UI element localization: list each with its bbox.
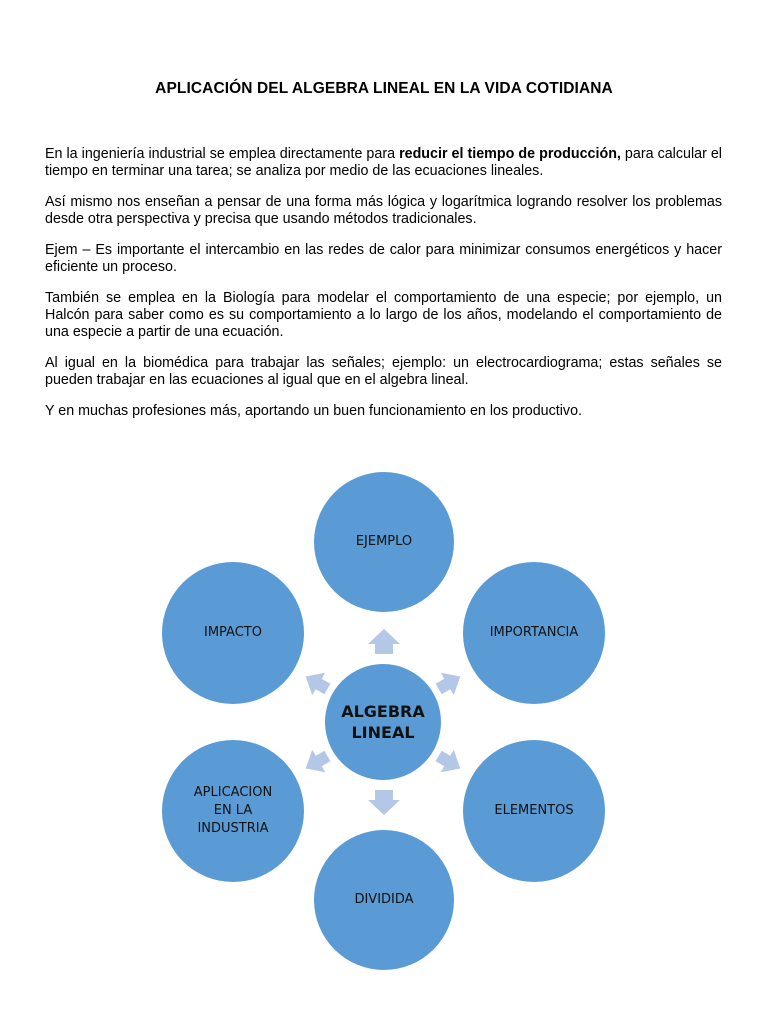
paragraph-professions: Y en muchas profesiones más, aportando un buen funcionamiento en los productivo. bbox=[45, 403, 583, 419]
paragraph-1-bold: reducir el tiempo de producción, bbox=[399, 146, 621, 162]
node-importancia bbox=[463, 562, 605, 704]
node-aplicacion-industria bbox=[162, 740, 304, 882]
node-center-algebra-lineal bbox=[323, 662, 443, 782]
paragraph-biomedical: Al igual en la biomédica para trabajar las señales; ejemplo: un electrocardiograma; estas señales se pueden trabajar en las ecuaciones al igual que en el algebra lineal. bbox=[45, 355, 722, 388]
node-elementos-label: ELEMENTOS bbox=[494, 803, 574, 818]
node-ejemplo bbox=[314, 472, 454, 612]
node-elementos bbox=[463, 740, 605, 882]
arrow-upper-right bbox=[432, 665, 467, 700]
paragraph-1-end: para calcular el tiempo en terminar una tarea; se analiza por medio de las ecuaciones lineales. bbox=[45, 146, 722, 179]
node-aplicacion-label: APLICACION EN LA INDUSTRIA bbox=[193, 785, 273, 836]
node-impacto bbox=[162, 562, 304, 704]
arrow-up bbox=[368, 629, 400, 654]
paragraph-1-start: En la ingeniería industrial se emplea directamente para bbox=[45, 146, 400, 162]
paragraph-logic: Así mismo nos enseñan a pensar de una forma más lógica y logarítmica logrando resolver los problemas desde otra perspectiva y precisa que usando métodos tradicionales. bbox=[45, 194, 722, 227]
body-text bbox=[45, 146, 722, 434]
node-dividida-label: DIVIDIDA bbox=[354, 892, 414, 907]
paragraph-biology: También se emplea en la Biología para modelar el comportamiento de una especie; por ejemplo, un Halcón para saber como es su comportamiento a lo largo de los años, modelando el comportamiento de una especie a partir de una ecuación. bbox=[45, 290, 722, 340]
paragraph-industrial-engineering bbox=[45, 146, 722, 180]
node-center-label: ALGEBRA LINEAL bbox=[341, 702, 425, 742]
arrow-lower-left bbox=[299, 745, 334, 780]
radial-diagram bbox=[0, 440, 768, 1024]
node-ejemplo-label: EJEMPLO bbox=[355, 534, 413, 549]
document-title: APLICACIÓN DEL ALGEBRA LINEAL EN LA VIDA COTIDIANA bbox=[155, 80, 613, 97]
arrow-lower-right bbox=[432, 745, 467, 780]
node-impacto-label: IMPACTO bbox=[204, 625, 262, 640]
node-importancia-label: IMPORTANCIA bbox=[489, 625, 579, 640]
node-dividida bbox=[314, 830, 454, 970]
paragraph-example: Ejem – Es importante el intercambio en las redes de calor para minimizar consumos energéticos y hacer eficiente un proceso. bbox=[45, 242, 722, 275]
arrow-down bbox=[368, 790, 400, 815]
